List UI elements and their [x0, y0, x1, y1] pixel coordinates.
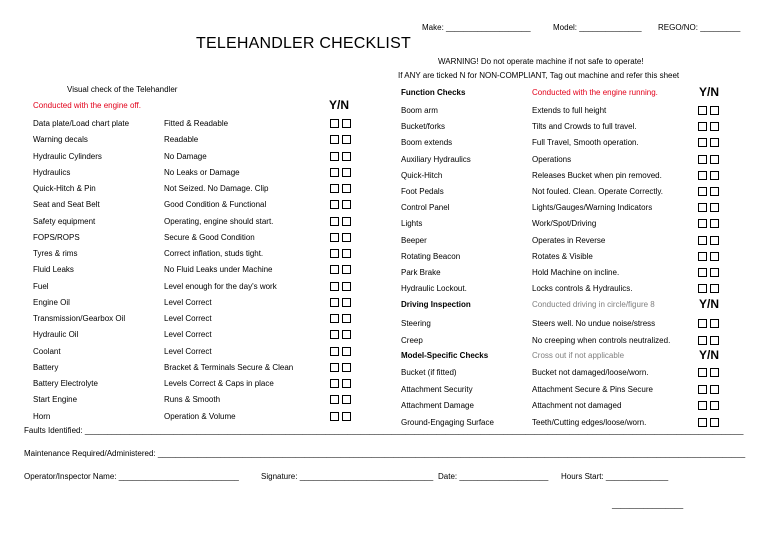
function-check-criteria-label: Rotates & Visible — [532, 251, 593, 261]
visual-check-yn-boxes — [330, 135, 351, 144]
visual-check-no-checkbox[interactable] — [342, 412, 351, 421]
visual-check-criteria-label: Secure & Good Condition — [164, 232, 255, 242]
function-check-yn-boxes — [698, 138, 719, 147]
visual-check-criteria-label: Fitted & Readable — [164, 119, 229, 128]
function-check-yn-boxes — [698, 203, 719, 212]
visual-check-yn-boxes — [330, 184, 351, 193]
visual-check-yn-boxes — [330, 330, 351, 339]
function-check-yes-checkbox[interactable] — [698, 203, 707, 212]
visual-check-criteria-label: Levels Correct & Caps in place — [164, 379, 274, 388]
visual-check-criteria-label: Operating, engine should start. — [164, 216, 274, 226]
visual-check-criteria-label: Level Correct — [164, 346, 212, 356]
visual-check-yn-boxes — [330, 233, 351, 242]
yn-header-model: Y/N — [699, 348, 720, 362]
visual-check-criteria-label: Level Correct — [164, 314, 212, 323]
visual-check-item-label: Hydraulics — [33, 167, 71, 177]
visual-check-item-label: Battery — [33, 362, 59, 372]
hours-end-field[interactable]: ________________ — [612, 500, 684, 509]
visual-check-item-label: Horn — [33, 411, 51, 421]
function-check-item-label: Control Panel — [401, 203, 450, 213]
visual-check-criteria-label: Level Correct — [164, 330, 212, 340]
visual-check-yn-boxes — [330, 119, 351, 128]
visual-check-yn-boxes — [330, 168, 351, 177]
visual-check-criteria-label: Level Correct — [164, 297, 212, 307]
function-check-yes-checkbox[interactable] — [698, 252, 707, 261]
visual-check-criteria-label: Correct inflation, studs tight. — [164, 249, 264, 258]
visual-check-item-label: Hydraulic Cylinders — [33, 151, 102, 161]
function-check-criteria-label: Operations — [532, 154, 572, 164]
visual-check-yn-boxes — [330, 395, 351, 404]
function-check-yes-checkbox[interactable] — [698, 284, 707, 293]
visual-check-item-label: FOPS/ROPS — [33, 232, 80, 242]
visual-check-yn-boxes — [330, 152, 351, 161]
model-check-no-checkbox[interactable] — [710, 385, 719, 394]
visual-check-no-checkbox[interactable] — [342, 233, 351, 242]
visual-check-item-label: Fuel — [33, 281, 49, 291]
driving-check-yes-checkbox[interactable] — [698, 336, 707, 345]
function-checks-heading: Function Checks — [401, 88, 466, 97]
visual-check-criteria-label: No Damage — [164, 151, 207, 161]
model-check-criteria-label: Attachment Secure & Pins Secure — [532, 384, 653, 394]
function-check-no-checkbox[interactable] — [710, 236, 719, 245]
page-title: TELEHANDLER CHECKLIST — [196, 35, 411, 52]
visual-check-no-checkbox[interactable] — [342, 152, 351, 161]
model-check-item-label: Bucket (if fitted) — [401, 368, 457, 377]
model-check-yn-boxes — [698, 368, 719, 377]
visual-check-yes-checkbox[interactable] — [330, 168, 339, 177]
driving-check-yn-boxes — [698, 319, 719, 328]
model-specific-note: Cross out if not applicable — [532, 351, 625, 360]
function-check-yes-checkbox[interactable] — [698, 268, 707, 277]
function-check-yes-checkbox[interactable] — [698, 219, 707, 228]
model-specific-heading: Model-Specific Checks — [401, 351, 489, 360]
visual-check-yn-boxes — [330, 298, 351, 307]
engine-running-note: Conducted with the engine running. — [532, 88, 658, 97]
visual-check-item-label: Data plate/Load chart plate — [33, 119, 130, 128]
visual-check-yes-checkbox[interactable] — [330, 200, 339, 209]
visual-check-yes-checkbox[interactable] — [330, 314, 339, 323]
warning-line-1: WARNING! Do not operate machine if not safe to operate! — [438, 57, 644, 66]
visual-check-criteria-label: Level enough for the day's work — [164, 281, 277, 291]
function-check-no-checkbox[interactable] — [710, 138, 719, 147]
driving-check-yes-checkbox[interactable] — [698, 319, 707, 328]
function-check-yes-checkbox[interactable] — [698, 122, 707, 131]
function-check-item-label: Auxiliary Hydraulics — [401, 154, 471, 164]
driving-check-criteria-label: No creeping when controls neutralized. — [532, 335, 671, 345]
visual-check-yn-boxes — [330, 265, 351, 274]
engine-off-note: Conducted with the engine off. — [33, 101, 141, 110]
function-check-no-checkbox[interactable] — [710, 171, 719, 180]
visual-check-yes-checkbox[interactable] — [330, 379, 339, 388]
driving-check-no-checkbox[interactable] — [710, 336, 719, 345]
visual-check-yes-checkbox[interactable] — [330, 363, 339, 372]
visual-check-criteria-label: Good Condition & Functional — [164, 200, 267, 210]
function-check-item-label: Hydraulic Lockout. — [401, 284, 467, 294]
driving-check-item-label: Steering — [401, 319, 431, 328]
visual-check-yes-checkbox[interactable] — [330, 330, 339, 339]
visual-check-item-label: Coolant — [33, 346, 61, 356]
driving-check-yn-boxes — [698, 336, 719, 345]
function-check-yes-checkbox[interactable] — [698, 187, 707, 196]
model-check-criteria-label: Bucket not damaged/loose/worn. — [532, 368, 649, 377]
function-check-item-label: Lights — [401, 219, 423, 229]
visual-check-item-label: Seat and Seat Belt — [33, 200, 100, 210]
function-check-item-label: Quick-Hitch — [401, 170, 443, 180]
function-check-yes-checkbox[interactable] — [698, 236, 707, 245]
function-check-yn-boxes — [698, 155, 719, 164]
function-check-yn-boxes — [698, 252, 719, 261]
function-check-criteria-label: Hold Machine on incline. — [532, 268, 620, 277]
visual-check-item-label: Hydraulic Oil — [33, 330, 79, 340]
visual-check-yn-boxes — [330, 217, 351, 226]
signature-field[interactable]: Signature: ______________________________ — [261, 472, 434, 481]
model-check-yes-checkbox[interactable] — [698, 401, 707, 410]
function-check-no-checkbox[interactable] — [710, 122, 719, 131]
visual-check-yes-checkbox[interactable] — [330, 395, 339, 404]
model-field[interactable]: Model: ______________ — [553, 23, 642, 32]
visual-check-no-checkbox[interactable] — [342, 379, 351, 388]
yn-header-function: Y/N — [699, 85, 720, 99]
visual-check-criteria-label: No Fluid Leaks under Machine — [164, 265, 273, 275]
visual-check-criteria-label: Bracket & Terminals Secure & Clean — [164, 362, 294, 372]
visual-check-yes-checkbox[interactable] — [330, 152, 339, 161]
visual-check-yes-checkbox[interactable] — [330, 249, 339, 258]
function-check-no-checkbox[interactable] — [710, 106, 719, 115]
function-check-criteria-label: Tilts and Crowds to full travel. — [532, 122, 637, 132]
visual-check-yn-boxes — [330, 200, 351, 209]
function-check-yn-boxes — [698, 171, 719, 180]
visual-check-criteria-label: Operation & Volume — [164, 411, 236, 421]
visual-check-yes-checkbox[interactable] — [330, 184, 339, 193]
model-check-item-label: Attachment Security — [401, 384, 473, 394]
visual-check-yes-checkbox[interactable] — [330, 347, 339, 356]
function-check-no-checkbox[interactable] — [710, 284, 719, 293]
function-check-yn-boxes — [698, 236, 719, 245]
operator-name-field[interactable]: Operator/Inspector Name: ___________________________ — [24, 472, 239, 481]
rego-field[interactable]: REGO/NO: _________ — [658, 23, 741, 32]
function-check-yn-boxes — [698, 187, 719, 196]
visual-check-no-checkbox[interactable] — [342, 265, 351, 274]
driving-check-criteria-label: Steers well. No undue noise/stress — [532, 319, 656, 328]
function-check-item-label: Boom extends — [401, 138, 453, 148]
visual-check-no-checkbox[interactable] — [342, 314, 351, 323]
visual-check-item-label: Warning decals — [33, 135, 88, 145]
function-check-criteria-label: Lights/Gauges/Warning Indicators — [532, 203, 653, 213]
visual-check-criteria-label: Readable — [164, 135, 199, 145]
function-check-item-label: Boom arm — [401, 106, 438, 115]
function-check-yn-boxes — [698, 106, 719, 115]
visual-check-criteria-label: No Leaks or Damage — [164, 167, 240, 177]
visual-check-yn-boxes — [330, 282, 351, 291]
visual-check-yn-boxes — [330, 314, 351, 323]
function-check-no-checkbox[interactable] — [710, 268, 719, 277]
visual-check-yn-boxes — [330, 363, 351, 372]
visual-check-yn-boxes — [330, 379, 351, 388]
function-check-no-checkbox[interactable] — [710, 252, 719, 261]
function-check-yn-boxes — [698, 268, 719, 277]
function-check-item-label: Rotating Beacon — [401, 251, 461, 261]
yn-header-visual: Y/N — [329, 98, 350, 112]
visual-check-yes-checkbox[interactable] — [330, 135, 339, 144]
visual-check-item-label: Engine Oil — [33, 297, 70, 307]
function-check-criteria-label: Work/Spot/Driving — [532, 219, 597, 229]
visual-check-no-checkbox[interactable] — [342, 168, 351, 177]
driving-check-no-checkbox[interactable] — [710, 319, 719, 328]
visual-check-no-checkbox[interactable] — [342, 249, 351, 258]
model-check-item-label: Attachment Damage — [401, 401, 474, 410]
visual-check-item-label: Safety equipment — [33, 216, 96, 226]
visual-check-yes-checkbox[interactable] — [330, 217, 339, 226]
visual-check-yes-checkbox[interactable] — [330, 282, 339, 291]
visual-check-criteria-label: Runs & Smooth — [164, 395, 221, 405]
function-check-item-label: Bucket/forks — [401, 122, 446, 132]
function-check-yn-boxes — [698, 122, 719, 131]
visual-check-no-checkbox[interactable] — [342, 347, 351, 356]
driving-note: Conducted driving in circle/figure 8 — [532, 300, 655, 309]
yn-header-driving: Y/N — [699, 297, 720, 311]
visual-check-no-checkbox[interactable] — [342, 298, 351, 307]
function-check-yes-checkbox[interactable] — [698, 171, 707, 180]
visual-check-yes-checkbox[interactable] — [330, 233, 339, 242]
faults-identified-field[interactable]: Faults Identified: ____________________________________________________________________________________________________________________________________________________ — [24, 426, 744, 435]
date-field[interactable]: Date: ____________________ — [438, 472, 549, 481]
function-check-no-checkbox[interactable] — [710, 203, 719, 212]
function-check-item-label: Park Brake — [401, 268, 441, 277]
function-check-criteria-label: Not fouled. Clean. Operate Correctly. — [532, 187, 664, 196]
visual-check-yes-checkbox[interactable] — [330, 412, 339, 421]
visual-check-yn-boxes — [330, 249, 351, 258]
visual-check-item-label: Battery Electrolyte — [33, 379, 98, 388]
model-check-item-label: Ground-Engaging Surface — [401, 417, 494, 427]
visual-check-item-label: Start Engine — [33, 395, 78, 405]
model-check-criteria-label: Attachment not damaged — [532, 401, 622, 410]
hours-start-field[interactable]: Hours Start: ______________ — [561, 472, 669, 481]
function-check-no-checkbox[interactable] — [710, 219, 719, 228]
visual-check-no-checkbox[interactable] — [342, 363, 351, 372]
maintenance-field[interactable]: Maintenance Required/Administered: ____________________________________________________________________________________________________________________________________ — [24, 449, 746, 458]
warning-line-2: If ANY are ticked N for NON-COMPLIANT, Tag out machine and refer this sheet — [398, 71, 680, 80]
driving-inspection-heading: Driving Inspection — [401, 300, 471, 309]
model-check-criteria-label: Teeth/Cutting edges/loose/worn. — [532, 417, 647, 427]
function-check-yn-boxes — [698, 284, 719, 293]
model-check-yn-boxes — [698, 385, 719, 394]
function-check-criteria-label: Full Travel, Smooth operation. — [532, 138, 639, 148]
function-check-criteria-label: Operates in Reverse — [532, 235, 606, 245]
function-check-yes-checkbox[interactable] — [698, 138, 707, 147]
visual-check-no-checkbox[interactable] — [342, 119, 351, 128]
visual-check-item-label: Quick-Hitch & Pin — [33, 184, 96, 193]
visual-check-yn-boxes — [330, 347, 351, 356]
visual-check-yes-checkbox[interactable] — [330, 119, 339, 128]
function-check-item-label: Foot Pedals — [401, 187, 444, 196]
function-check-yes-checkbox[interactable] — [698, 155, 707, 164]
model-check-yes-checkbox[interactable] — [698, 368, 707, 377]
visual-check-no-checkbox[interactable] — [342, 395, 351, 404]
model-check-yn-boxes — [698, 401, 719, 410]
model-check-no-checkbox[interactable] — [710, 368, 719, 377]
visual-check-no-checkbox[interactable] — [342, 330, 351, 339]
function-check-no-checkbox[interactable] — [710, 155, 719, 164]
visual-check-no-checkbox[interactable] — [342, 184, 351, 193]
visual-check-yn-boxes — [330, 412, 351, 421]
function-check-criteria-label: Releases Bucket when pin removed. — [532, 170, 662, 180]
function-check-yn-boxes — [698, 219, 719, 228]
function-check-yes-checkbox[interactable] — [698, 106, 707, 115]
visual-check-no-checkbox[interactable] — [342, 282, 351, 291]
function-check-no-checkbox[interactable] — [710, 187, 719, 196]
visual-check-item-label: Transmission/Gearbox Oil — [33, 314, 126, 323]
make-field[interactable]: Make: ___________________ — [422, 23, 531, 32]
function-check-criteria-label: Extends to full height — [532, 106, 607, 115]
visual-check-criteria-label: Not Seized. No Damage. Clip — [164, 184, 269, 193]
model-check-yes-checkbox[interactable] — [698, 385, 707, 394]
visual-check-no-checkbox[interactable] — [342, 200, 351, 209]
visual-check-item-label: Fluid Leaks — [33, 265, 74, 275]
visual-check-heading: Visual check of the Telehandler — [67, 85, 178, 94]
function-check-item-label: Beeper — [401, 235, 427, 245]
function-check-criteria-label: Locks controls & Hydraulics. — [532, 284, 633, 294]
visual-check-item-label: Tyres & rims — [33, 249, 78, 258]
visual-check-yes-checkbox[interactable] — [330, 265, 339, 274]
visual-check-no-checkbox[interactable] — [342, 135, 351, 144]
visual-check-yes-checkbox[interactable] — [330, 298, 339, 307]
model-check-no-checkbox[interactable] — [710, 401, 719, 410]
visual-check-no-checkbox[interactable] — [342, 217, 351, 226]
driving-check-item-label: Creep — [401, 335, 423, 345]
